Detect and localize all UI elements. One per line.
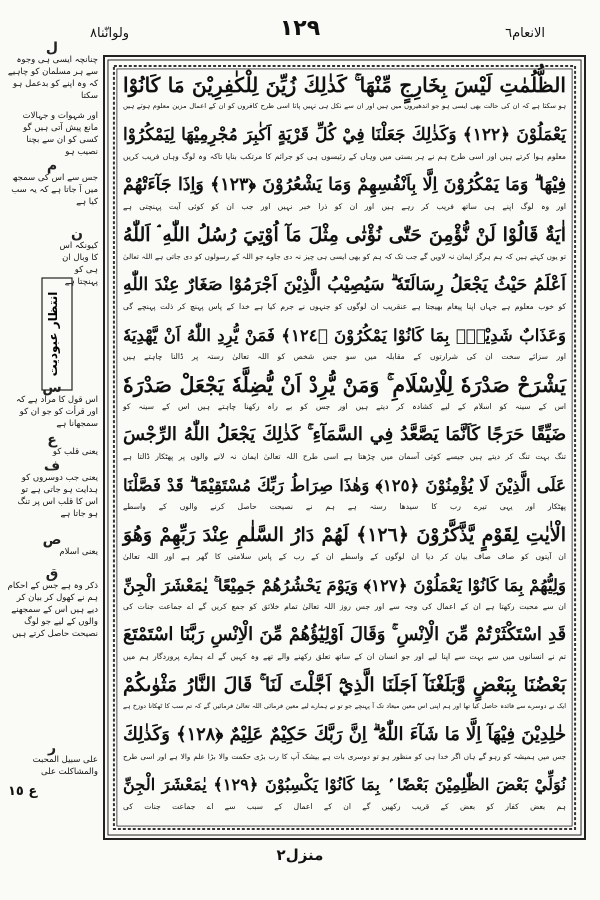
note-marker: ع (47, 432, 57, 448)
note-marker: ن (71, 226, 83, 242)
arabic-text: يَعْمَلُوْنَ ﴿١٢٢﴾ وَكَذٰلِكَ جَعَلْنَا فِيْ كُلِّ قَرْيَةٍ اَكٰبِرَ مُجْرِمِيْهَا لِيَمْكُرُوْا (123, 125, 566, 145)
margin-note (6, 434, 98, 458)
note-marker: ص (42, 532, 62, 548)
urdu-translation: ہم بعض کفار کو بعض کے قریب رکھیں گے ان کے اعمال کے سبب سے اے جماعت جنات کی (123, 802, 566, 811)
arabic-text: الْاٰيٰتِ لِقَوْمٍ يَّذَّكَّرُوْنَ ﴿١٢٦﴾ لَهُمْ دَارُ السَّلٰمِ عِنْدَ رَبِّهِمْ وَهُوَ (123, 524, 566, 546)
note-text: ذکر وہ ہے جس کے احکام ہم نے کھول کر بیان کر دیے ہیں اس کے سمجھنے والوں کے لیے جو لوگ نصیحت حاصل کرتے ہیں (7, 581, 98, 639)
urdu-translation: ان سے محبت رکھتا ہے ان کے اعمال کی وجہ سے اور جس روز اللہ تعالیٰ تمام خلائق کو جمع کریں گے اے جماعت جنات کی (123, 602, 566, 611)
verse-text-area (119, 71, 570, 824)
margin-note (6, 110, 98, 158)
note-text: یعنی قلب کو (52, 447, 98, 457)
margin-note (6, 160, 98, 208)
arabic-text: عَلَى الَّذِيْنَ لَا يُؤْمِنُوْنَ ﴿١٢٥﴾ وَهٰذَا صِرَاطُ رَبِّكَ مُسْتَقِيْمًا ۗ قَدْ فَصَّلْنَا (123, 475, 566, 495)
surah-title: الانعام٦ (505, 26, 545, 41)
side-label-emblem (34, 274, 80, 394)
urdu-translation: تنگ بہت تنگ کر دیتے ہیں جیسے کوئی آسمان میں چڑھتا ہے اسی طرح اللہ تعالیٰ ایمان نہ لانے والوں پر پھٹکار ڈالتا ہے (123, 452, 566, 461)
note-text: یعنی اسلام (59, 547, 98, 557)
arabic-text: خٰلِدِيْنَ فِيْهَآ اِلَّا مَا شَآءَ اللّٰهُ ۗ اِنَّ رَبَّكَ حَكِيْمٌ عَلِيْمٌ ﴿١٢٨﴾ وَكَذٰلِكَ (123, 724, 567, 745)
arabic-text: وَلِيُّهُمْ بِمَا كَانُوْا يَعْمَلُوْنَ ﴿١٢٧﴾ وَيَوْمَ يَحْشُرُهُمْ جَمِيْعًا ۚ يٰمَعْشَرَ الْجِنِّ (123, 575, 566, 595)
arabic-text: اٰيَةٌ قَالُوْا لَنْ نُّؤْمِنَ حَتّٰى نُؤْتٰى مِثْلَ مَآ اُوْتِيَ رُسُلُ اللّٰهِ ۘ اَللّٰهُ (123, 224, 566, 246)
manzil-footer: منزل٢ (276, 846, 324, 864)
margin-note (6, 568, 98, 640)
margin-note (6, 42, 98, 102)
ruku-sign: ع ١٥ (8, 784, 38, 799)
note-marker: ر (47, 740, 57, 756)
arabic-text: بَعْضُنَا بِبَعْضٍ وَّبَلَغْنَآ اَجَلَنَا الَّذِيْٓ اَجَّلْتَ لَنَا ۚ قَالَ النَّارُ مَثْوٰىكُمْ (123, 674, 566, 696)
note-text: علی سبیل المحبت والمشاکلت علی (32, 755, 98, 777)
side-label: انتظار عبودیت (46, 291, 60, 377)
margin-note (6, 382, 98, 430)
arabic-text: قَدِ اسْتَكْثَرْتُمْ مِّنَ الْاِنْسِ ۚ وَقَالَ اَوْلِيٰٓؤُهُمْ مِّنَ الْاِنْسِ رَبَّنَا اسْتَمْتَعَ (123, 624, 566, 645)
urdu-translation: تم نے انسانوں میں سے بہت سے اپنا لیے اور جو انسان ان کے ساتھ تعلق رکھنے والے تھے وہ کہیں گے اے ہمارے پروردگار ہم میں (123, 652, 566, 661)
urdu-translation: ایک نے دوسرے سے فائدہ حاصل کیا تھا اور ہم اپنی اس معین میعاد تک آ پہنچے جو تو نے ہمارے لیے معین فرمائی اللہ تعالیٰ فرمائیں گے کہ تم سب کا ٹھکانا دوزخ ہے (123, 702, 566, 710)
page-frame (103, 55, 586, 840)
side-emblem-graphic (34, 274, 80, 394)
arabic-text: يَشْرَحْ صَدْرَهٗ لِلْاِسْلَامِ ۚ وَمَنْ يُّرِدْ اَنْ يُّضِلَّهٗ يَجْعَلْ صَدْرَهٗ (123, 373, 566, 397)
margin-note (6, 742, 98, 778)
note-text: چنانچہ ایسی ہی وجوہ سے ہر مسلمان کو چاہیے کہ وہ اپنے کو بدعمل ہو سکتا (7, 55, 98, 101)
urdu-translation: پھٹکار اور یہی تیرے رب کا سیدھا رستہ ہے ہم نے نصیحت حاصل کرنے والوں کے واسطے (123, 502, 566, 511)
margin-commentary (6, 42, 98, 862)
urdu-translation: اور سزائے سخت ان کی شرارتوں کے مقابلہ میں سو جس شخص کو اللہ تعالیٰ رستہ پر ڈالنا چاہتے ہیں (123, 352, 566, 361)
juz-title: ولوانّنا٨ (90, 26, 130, 41)
note-marker: ف (43, 458, 61, 474)
urdu-translation: معلوم ہوا کرتے ہیں اور اسی طرح ہم نے ہر بستی میں وہاں کے رئیسوں ہی کو جرائم کا مرتکب بنایا تاکہ وہ لوگ وہاں فریب کریں (123, 152, 566, 161)
arabic-text: الظُّلُمٰتِ لَيْسَ بِخَارِجٍ مِّنْهَا ۚ كَذٰلِكَ زُيِّنَ لِلْكٰفِرِيْنَ مَا كَانُوْا (123, 73, 566, 97)
arabic-text: اَعْلَمُ حَيْثُ يَجْعَلُ رِسَالَتَهٗ ۗ سَيُصِيْبُ الَّذِيْنَ اَجْرَمُوْا صَغَارٌ عِنْدَ اللّٰهِ (123, 275, 566, 295)
urdu-translation: تو یوں کہتے ہیں کہ ہم ہرگز ایمان نہ لاویں گے جب تک کہ ہم کو بھی ایسی ہی چیز نہ دی جاوے جو اللہ کے رسولوں کو دی جاتی ہے اللہ تعالیٰ (123, 252, 566, 261)
urdu-translation: جس میں ہمیشہ کو رہو گے ہاں اگر خدا ہی کو منظور ہو تو دوسری بات ہے بیشک آپ کا رب بڑی حکمت والا بڑا علم والا ہے اور اسی طرح (123, 752, 566, 761)
urdu-translation: ان آیتوں کو صاف صاف بیان کر دیا ان لوگوں کے واسطے ان کے رب کے پاس سلامتی کا گھر ہے اور اللہ تعالیٰ (123, 552, 566, 561)
note-text: جس سے اس کی سمجھ میں آ جاتا ہے کہ یہ سب کیا ہے (11, 173, 98, 207)
note-text: یعنی جب دوسروں کو ہدایت ہو جاتی ہے تو اس کا قلب اس پر تنگ ہو جاتا ہے (17, 473, 98, 519)
arabic-text: وَعَذَابٌ شَدِيْدٌۢ بِمَا كَانُوْا يَمْكُرُوْنَ ﴿١٢٤﴾ فَمَنْ يُّرِدِ اللّٰهُ اَنْ يَّهْدِيَهٗ (123, 325, 566, 345)
margin-note (6, 460, 98, 520)
urdu-translation: ہو سکتا ہے کہ ان کی حالت بھی ایسی ہو جو اندھیروں میں ہیں اور ان سے نکل ہی نہیں پاتا اسی طرح کافروں کو ان کے اعمال مزین معلوم ہوتے ہیں (123, 102, 566, 110)
urdu-translation: اس کے سینہ کو اسلام کے لیے کشادہ کر دیتے ہیں اور جس کو بے راہ رکھنا چاہتے ہیں اس کے سینہ کو (123, 402, 566, 411)
note-marker: ل (45, 40, 59, 56)
note-marker: م (46, 158, 58, 174)
arabic-text: ضَيِّقًا حَرَجًا كَاَنَّمَا يَصَّعَّدُ فِي السَّمَآءِ ۚ كَذٰلِكَ يَجْعَلُ اللّٰهُ الرِّجْسَ (123, 424, 566, 445)
arabic-text: فِيْهَا ۗ وَمَا يَمْكُرُوْنَ اِلَّا بِاَنْفُسِهِمْ وَمَا يَشْعُرُوْنَ ﴿١٢٣﴾ وَاِذَا جَآءَتْهُمْ (123, 175, 567, 195)
arabic-text: نُوَلِّيْ بَعْضَ الظّٰلِمِيْنَ بَعْضًا ۢ بِمَا كَانُوْا يَكْسِبُوْنَ ﴿١٢٩﴾ يٰمَعْشَرَ الْجِنِّ (123, 775, 566, 794)
note-text: اور شہوات و جہالات مانع پیش آتی ہیں گو کسی کو ان سے بچنا نصیب ہو (22, 111, 98, 157)
note-marker: س (42, 380, 62, 396)
note-text: اس قول کا مراد ہے کہ اور قرأت کو جو ان کو سمجھانا ہے (16, 395, 98, 429)
page-number: ١٢٩ (279, 16, 321, 41)
urdu-translation: اور وہ لوگ اپنے ہی ساتھ فریب کر رہے ہیں اور ان کو ذرا خبر نہیں اور جب ان کو کوئی آیت پہنچتی ہے (123, 202, 566, 211)
margin-note (6, 534, 98, 558)
note-marker: ق (45, 566, 59, 582)
note-text: کیونکہ اس کا وبال ان ہی کو پہنچتا ہے (59, 241, 98, 287)
urdu-translation: کو خوب معلوم ہے جہاں اپنا پیغام بھیجتا ہے عنقریب ان لوگوں کو جنہوں نے جرم کیا ہے خدا کے پاس پہنچ کر ذلت پہنچے گی (123, 302, 566, 311)
